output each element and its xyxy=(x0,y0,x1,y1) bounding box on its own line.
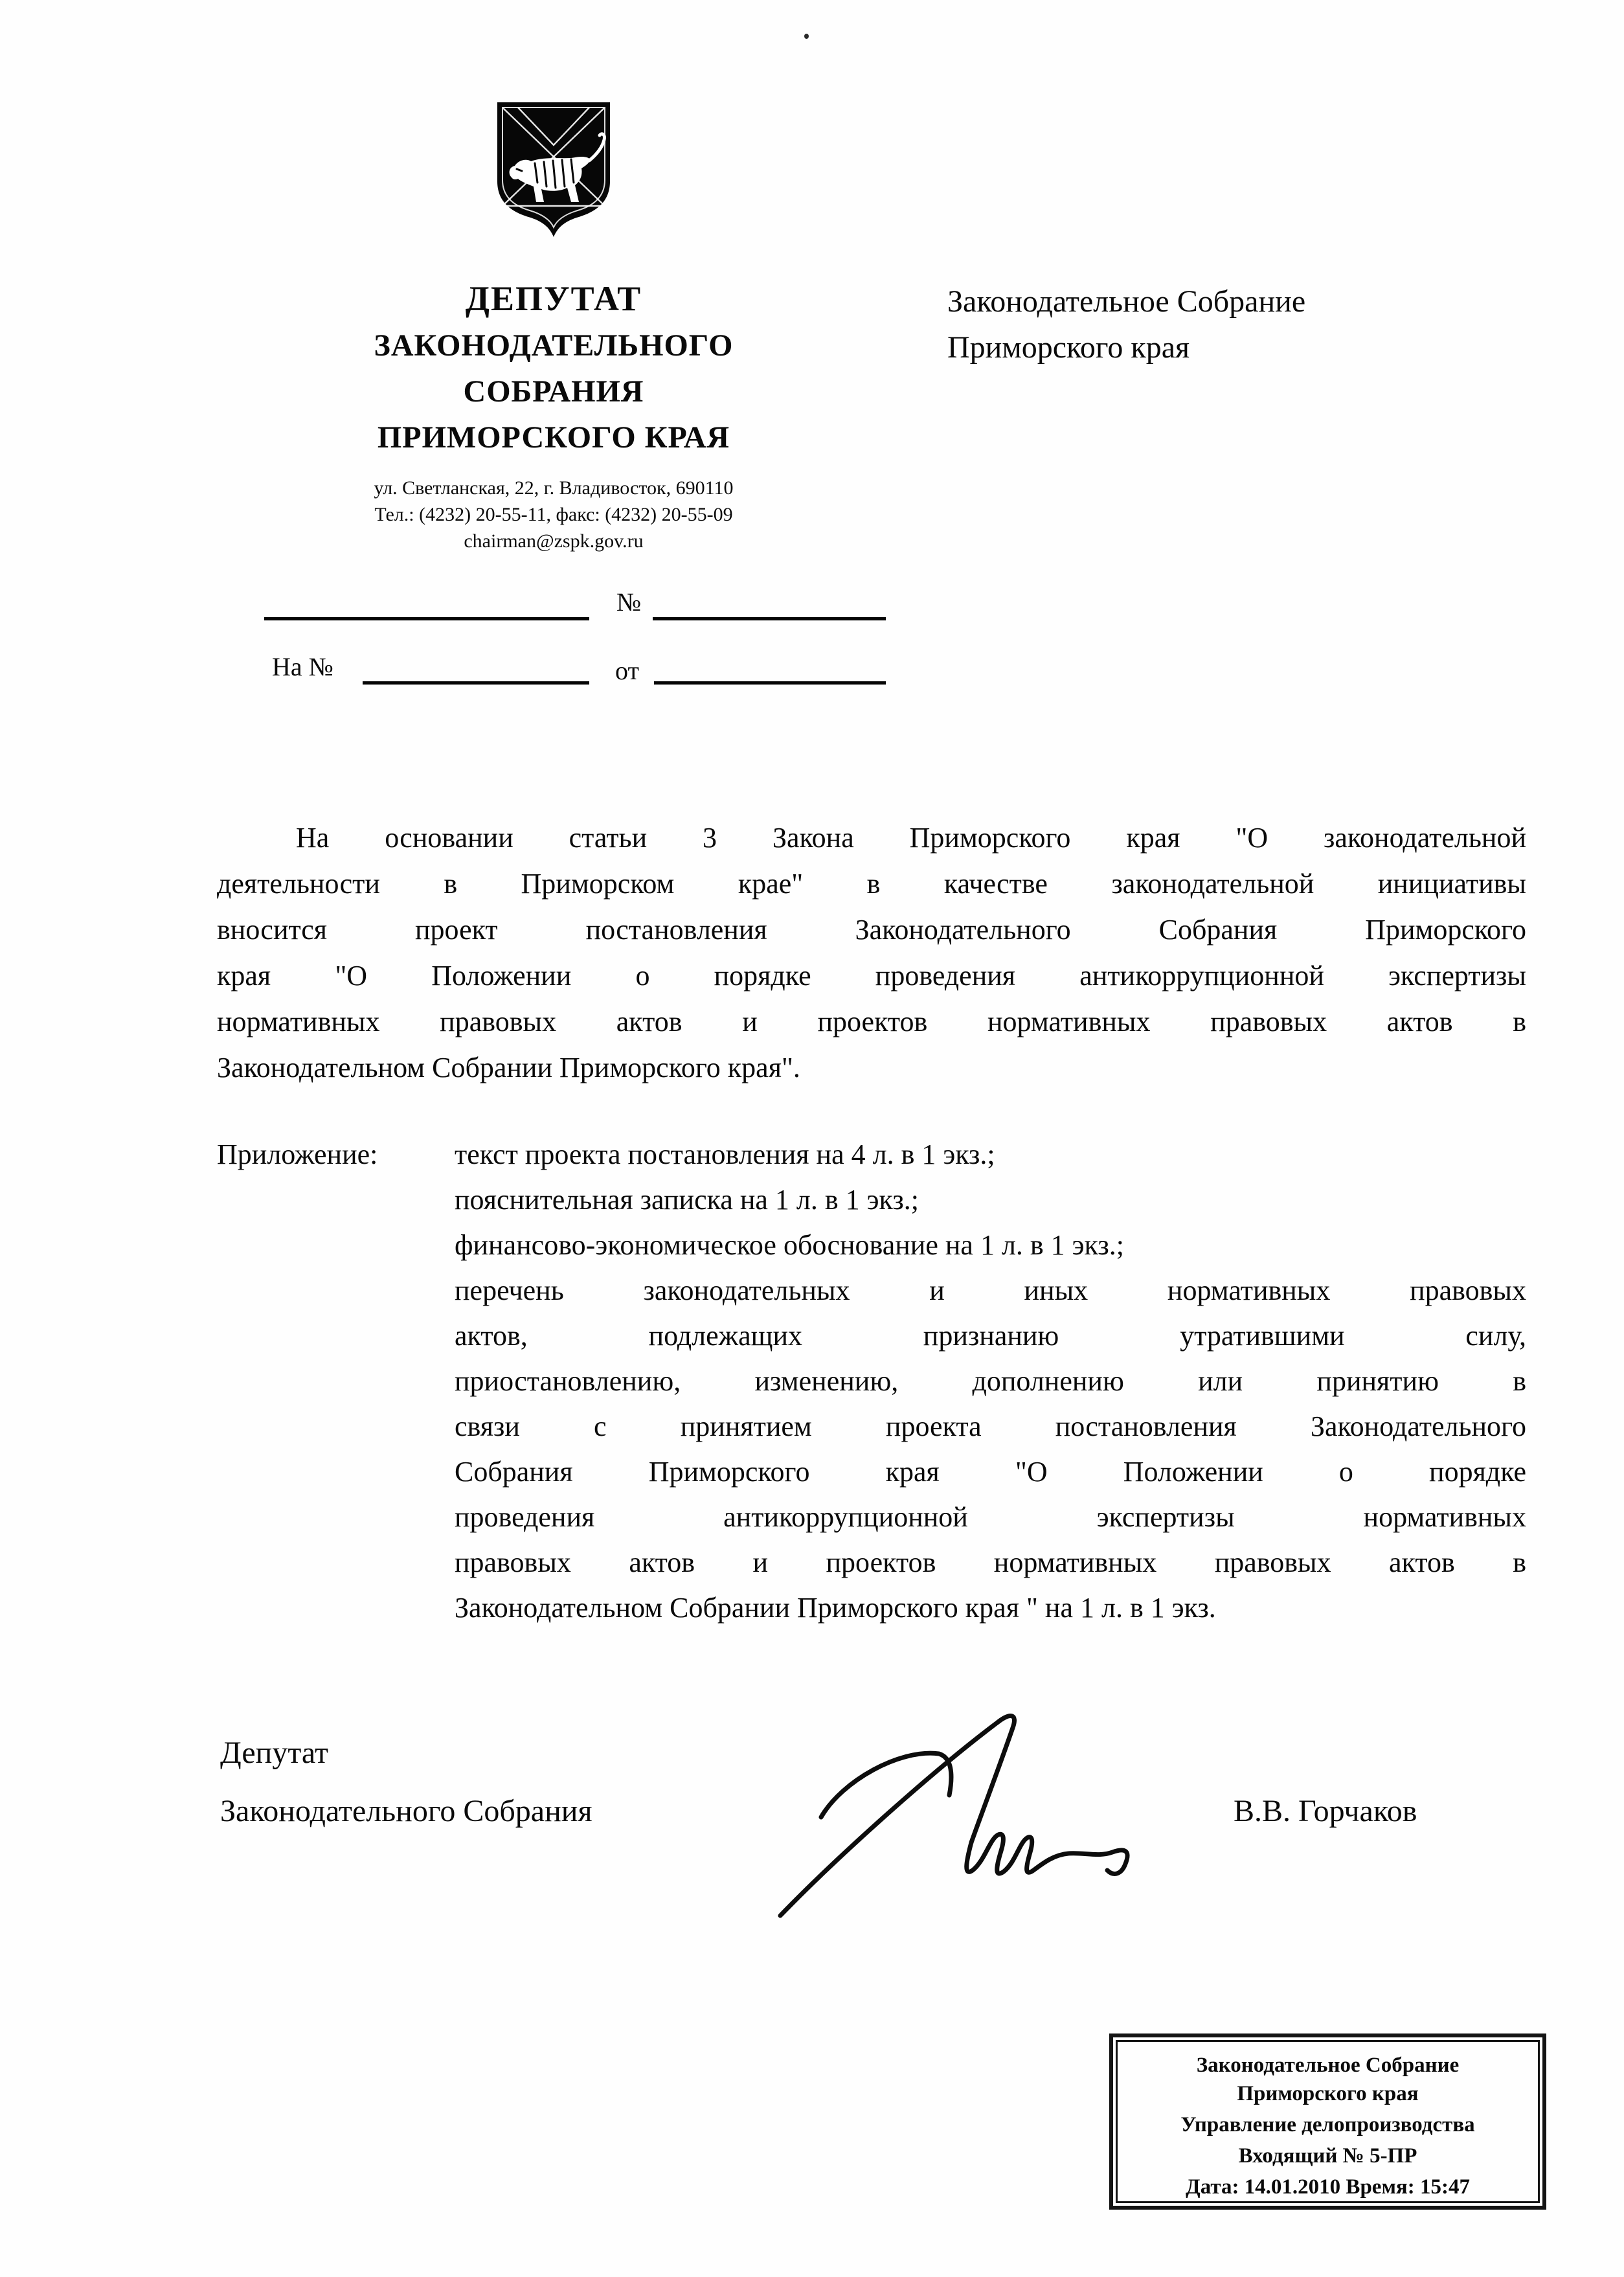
attachment-item: финансово-экономическое обоснование на 1 л. в 1 экз.; xyxy=(455,1229,1124,1261)
letterhead xyxy=(301,275,806,554)
letterhead-address xyxy=(301,475,806,554)
outgoing-number-line xyxy=(653,617,886,620)
stamp-date-time: Дата: 14.01.2010 Время: 15:47 xyxy=(1185,2175,1471,2199)
attachment-item: Законодательном Собрании Приморского края " на 1 л. в 1 экз. xyxy=(455,1592,1216,1624)
letterhead-title-line: ПРИМОРСКОГО КРАЯ xyxy=(377,420,730,455)
letterhead-title-line: ЗАКОНОДАТЕЛЬНОГО xyxy=(374,328,734,363)
addressee-line: Приморского края xyxy=(947,330,1190,365)
attachment-label: Приложение: xyxy=(217,1138,378,1170)
stamp-line: Приморского края xyxy=(1237,2082,1419,2105)
signer-position-line: Депутат xyxy=(220,1736,328,1770)
letterhead-email: chairman@zspk.gov.ru xyxy=(464,530,644,552)
outgoing-number-date-line xyxy=(264,617,589,620)
body-line: края "О Положении о порядке проведения антикоррупционной экспертизы xyxy=(217,960,1526,991)
stamp-line: Законодательное Собрание xyxy=(1196,2054,1460,2077)
attachment-item: актов, подлежащих признанию утратившими силу, xyxy=(455,1320,1526,1352)
stamp-inner-border xyxy=(1116,2040,1540,2203)
reply-to-number-label: На № xyxy=(272,652,333,681)
attachment-item: проведения антикоррупционной экспертизы нормативных xyxy=(455,1501,1526,1533)
attachment-item: пояснительная записка на 1 л. в 1 экз.; xyxy=(455,1184,919,1216)
scan-artifact-dot xyxy=(804,34,809,39)
body-line: Законодательном Собрании Приморского края". xyxy=(217,1052,800,1083)
attachment-item: приостановлению, изменению, дополнению или принятию в xyxy=(455,1365,1526,1397)
body-paragraph xyxy=(217,815,1526,1091)
attachment-list xyxy=(455,1132,1526,1631)
attachment-item: Собрания Приморского края "О Положении о порядке xyxy=(455,1456,1526,1488)
body-line: На основании статьи 3 Закона Приморского края "О законодательной xyxy=(296,822,1526,854)
letterhead-title-line: ДЕПУТАТ xyxy=(465,279,642,318)
signer-position xyxy=(220,1724,592,1841)
reply-date-line xyxy=(654,681,886,685)
number-label: № xyxy=(616,587,642,617)
body-line: деятельности в Приморском крае" в качестве законодательной инициативы xyxy=(217,868,1526,900)
primorsky-krai-coat-of-arms-icon xyxy=(492,98,615,242)
from-date-label: от xyxy=(615,656,639,685)
handwritten-signature xyxy=(738,1703,1179,2008)
body-line: вносится проект постановления Законодательного Собрания Приморского xyxy=(217,914,1526,946)
letterhead-title-line: СОБРАНИЯ xyxy=(463,374,644,409)
addressee-line: Законодательное Собрание xyxy=(947,284,1306,319)
stamp-incoming-number: Входящий № 5-ПР xyxy=(1238,2144,1417,2168)
stamp-line: Управление делопроизводства xyxy=(1180,2113,1475,2136)
signer-position-line: Законодательного Собрания xyxy=(220,1794,592,1828)
letterhead-phone: Тел.: (4232) 20-55-11, факс: (4232) 20-55-09 xyxy=(374,504,733,525)
attachment-item: связи с принятием проекта постановления Законодательного xyxy=(455,1410,1526,1442)
signer-name: В.В. Горчаков xyxy=(1234,1794,1417,1828)
body-line: нормативных правовых актов и проектов нормативных правовых актов в xyxy=(217,1006,1526,1037)
attachment-item: текст проекта постановления на 4 л. в 1 экз.; xyxy=(455,1138,995,1170)
attachment-item: перечень законодательных и иных нормативных правовых xyxy=(455,1274,1526,1306)
reply-number-line xyxy=(363,681,589,685)
addressee-block xyxy=(947,278,1305,370)
attachment-item: правовых актов и проектов нормативных правовых актов в xyxy=(455,1546,1526,1578)
letterhead-street: ул. Светланская, 22, г. Владивосток, 690110 xyxy=(374,477,734,499)
incoming-registration-stamp xyxy=(1109,2033,1546,2210)
